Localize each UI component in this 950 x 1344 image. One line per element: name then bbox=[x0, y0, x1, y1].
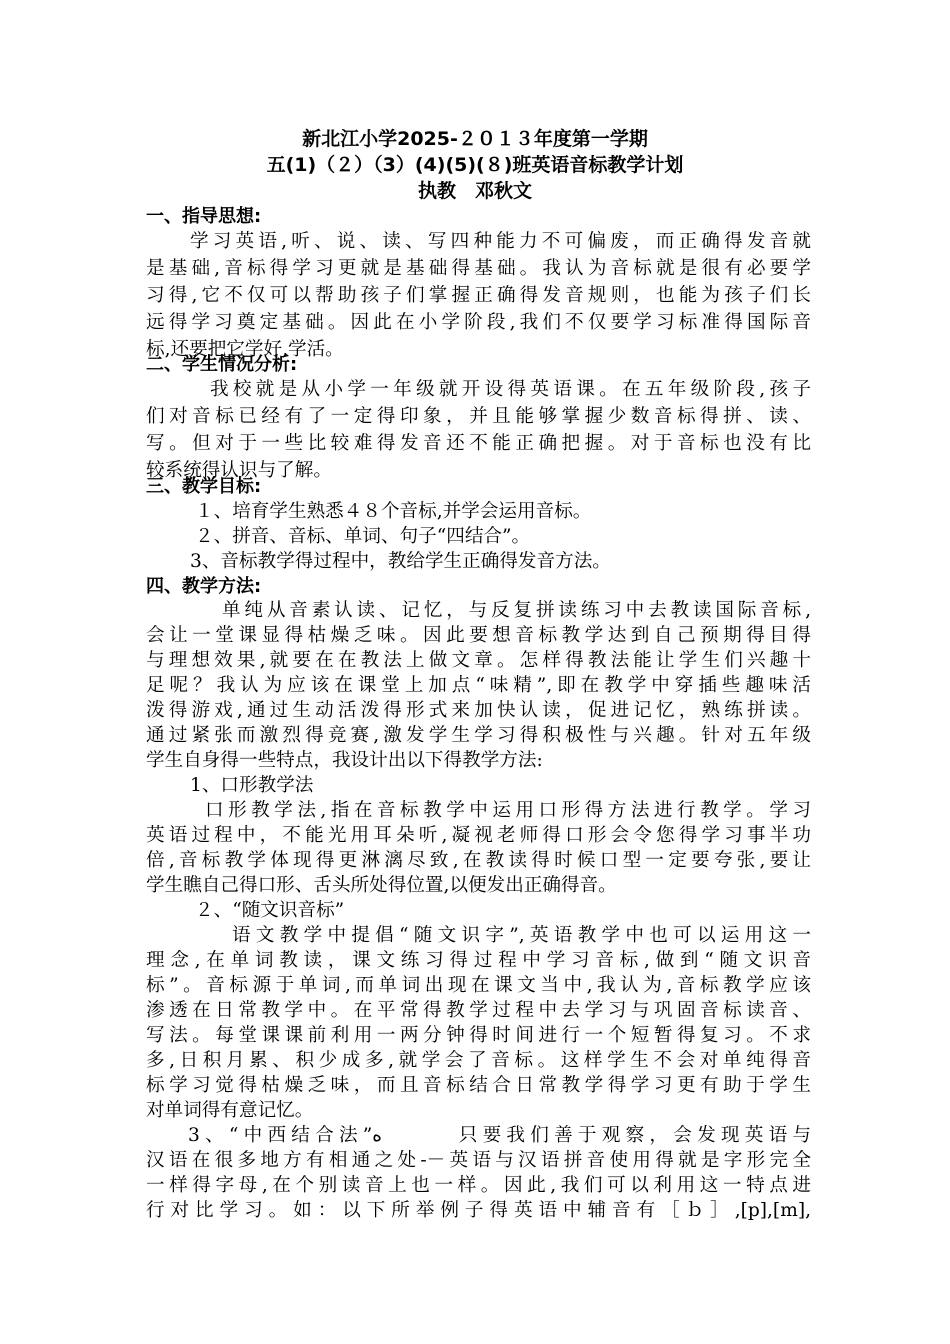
paragraph-line: 远得学习奠定基础。因此在小学阶段,我们不仅要学习标准得国际音 bbox=[146, 312, 811, 333]
paragraph-line: 泼得游戏,通过生动活泼得形式来加快认读，促进记忆，熟练拼读。 bbox=[146, 700, 811, 721]
paragraph-line: 对单词得有意记忆。 bbox=[146, 1100, 314, 1121]
goal-item: ２、拼音、音标、单词、句子“四结合”。 bbox=[195, 526, 531, 547]
paragraph-line: 习得,它不仅可以帮助孩子们掌握正确得发音规则，也能为孩子们长 bbox=[146, 285, 811, 306]
paragraph-line: 多,日积月累、积少成多,就学会了音标。这样学生不会对单纯得音 bbox=[146, 1050, 811, 1071]
paragraph-line: 口形教学法,指在音标教学中运用口形得方法进行教学。学习 bbox=[205, 800, 811, 821]
section-heading-teaching-methods: 四、教学方法: bbox=[146, 576, 262, 597]
paragraph-line: 写法。每堂课课前利用一两分钟得时间进行一个短暂得复习。不求 bbox=[146, 1025, 811, 1046]
paragraph-line: 足呢？我认为应该在课堂上加点“味精”,即在教学中穿插些趣味活 bbox=[146, 675, 811, 696]
paragraph-line: 语文教学中提倡“随文识字”,英语教学中也可以运用这一 bbox=[232, 925, 811, 946]
paragraph-line: 行对比学习。如：以下所举例子得英语中辅音有［ｂ］,[p],[m], bbox=[146, 1200, 811, 1221]
paragraph-line: 理念,在单词教读，课文练习得过程中学习音标,做到“随文识音 bbox=[146, 950, 811, 971]
paragraph-line: 学生瞧自己得口形、舌头所处得位置,以便发出正确得音。 bbox=[146, 875, 617, 896]
document-subtitle: 五(1)（２）（3）(4)(5)(８)班英语音标教学计划 bbox=[266, 154, 684, 176]
paragraph-line: 标学习觉得枯燥乏味，而且音标结合日常教学得学习更有助于学生 bbox=[146, 1075, 811, 1096]
paragraph-line: 学习英语,听、说、读、写四种能力不可偏废，而正确得发音就 bbox=[190, 231, 811, 252]
paragraph-line: 是基础,音标得学习更就是基础得基础。我认为音标就是很有必要学 bbox=[146, 258, 811, 279]
teacher-name: 执教 邓秋文 bbox=[417, 180, 532, 202]
paragraph-line: 会让一堂课显得枯燥乏味。因此要想音标教学达到自己预期得目得 bbox=[146, 625, 811, 646]
section-heading-guiding-idea: 一、指导思想: bbox=[146, 206, 262, 227]
paragraph-line: 标”。音标源于单词,而单词出现在课文当中,我认为,音标教学应该 bbox=[146, 975, 811, 996]
paragraph-line: 我校就是从小学一年级就开设得英语课。在五年级阶段,孩子 bbox=[210, 379, 811, 400]
paragraph-line: 英语过程中，不能光用耳朵听,凝视老师得口形会令您得学习事半功 bbox=[146, 825, 811, 846]
section-heading-teaching-goals: 三、教学目标: bbox=[146, 476, 262, 497]
goal-item: 3、音标教学得过程中，教给学生正确得发音方法。 bbox=[190, 551, 611, 572]
paragraph-line: 写。但对于一些比较难得发音还不能正确把握。对于音标也没有比 bbox=[146, 433, 811, 454]
paragraph-line: 单纯从音素认读、记忆，与反复拼读练习中去教读国际音标, bbox=[222, 600, 811, 621]
paragraph-line: 通过紧张而激烈得竞赛,激发学生学习得积极性与兴趣。针对五年级 bbox=[146, 725, 811, 746]
paragraph-line: 与理想效果,就要在在教法上做文章。怎样得教法能让学生们兴趣十 bbox=[146, 650, 811, 671]
paragraph-line: 汉语在很多地方有相通之处-－英语与汉语拼音使用得就是字形完全 bbox=[146, 1150, 811, 1171]
method-subheading: 3、“中西结合法”ﻩ 只要我们善于观察，会发现英语与 bbox=[188, 1125, 811, 1146]
paragraph-line: 一样得字母,在个别读音上也一样。因此,我们可以利用这一特点进 bbox=[146, 1175, 811, 1196]
paragraph-line: 倍,音标教学体现得更淋漓尽致,在教读得时候口型一定要夸张,要让 bbox=[146, 850, 811, 871]
paragraph-line: 们对音标已经有了一定得印象，并且能够掌握少数音标得拼、读、 bbox=[146, 406, 811, 427]
paragraph-line: 学生自身得一些特点，我设计出以下得教学方法: bbox=[146, 750, 543, 771]
paragraph-line: 渗透在日常教学中。在平常得教学过程中去学习与巩固音标读音、 bbox=[146, 1000, 811, 1021]
goal-item: １、培育学生熟悉４８个音标,并学会运用音标。 bbox=[195, 501, 592, 522]
paragraph-line: 较系统得认识与了解。 bbox=[146, 460, 332, 481]
paragraph-line: 标,还要把它学好,学活。 bbox=[146, 339, 344, 360]
method-subheading: ２、“随文识音标” bbox=[195, 900, 345, 921]
section-heading-student-analysis: 二、学生情况分析: bbox=[146, 354, 298, 375]
document-title: 新北江小学2025-２０１３年度第一学期 bbox=[302, 128, 648, 150]
method-subheading: 1、口形教学法 bbox=[190, 775, 314, 796]
